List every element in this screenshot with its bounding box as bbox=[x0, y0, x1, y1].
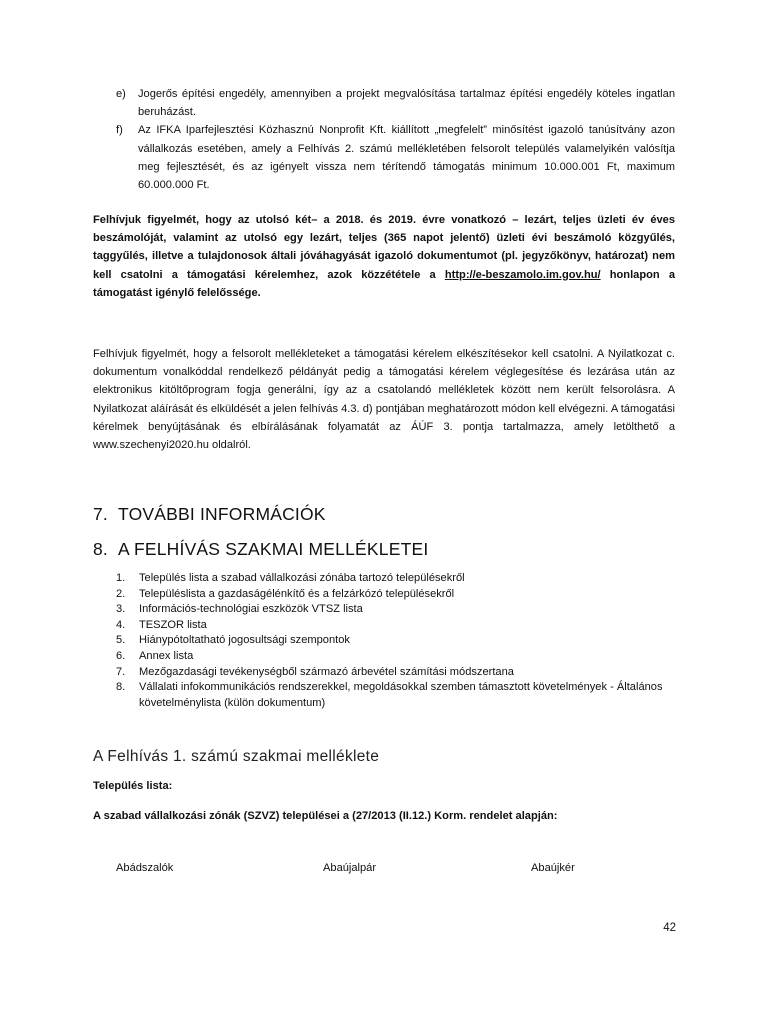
szvz-label: A szabad vállalkozási zónák (SZVZ) települései a (27/2013 (II.12.) Korm. rendelet alapján: bbox=[93, 810, 558, 822]
list-item-text: Mezőgazdasági tevékenységből származó árbevétel számítási módszertana bbox=[139, 665, 514, 678]
list-item-text: Településlista a gazdaságélénkítő és a felzárkózó településekről bbox=[139, 587, 455, 600]
notice-text-before: Felhívjuk figyelmét, hogy az utolsó két– a 2018. és 2019. évre vonatkozó – lezárt, teljes üzleti év éves beszámolóját, valamint az utolsó egy lezárt, teljes (365 napot jelentő) üzleti évi beszámoló közgyűlés, taggyűlés, illetve a tulajdonosok általi jóváhagyását igazoló dokumentumot (pl. jegyzőkönyv, határozat) nem kell csatolni a támogatási kérelemhez, azok közzététele a bbox=[93, 214, 675, 281]
list-item bbox=[116, 665, 675, 681]
list-marker: 8. bbox=[116, 681, 126, 694]
list-item bbox=[116, 85, 675, 121]
page-number: 42 bbox=[663, 922, 676, 934]
list-marker: 5. bbox=[116, 634, 126, 647]
list-marker: f) bbox=[116, 124, 123, 137]
heading-number: 8. bbox=[93, 539, 108, 559]
list-item-text: Az IFKA Iparfejlesztési Közhasznú Nonprofit Kft. kiállított „megfelelt” minősítést igazoló tanúsítvány azon vállalkozás esetében, amely a Felhívás 2. számú mellékletében felsorolt település valamelyikén valósítja meg fejlesztését, és az igényelt vissza nem térítendő támogatás minimum 10.000.001 Ft, maximum 60.000.000 Ft. bbox=[138, 124, 675, 192]
list-item bbox=[116, 649, 675, 665]
attachment-notice-paragraph: Felhívjuk figyelmét, hogy a felsorolt mellékleteket a támogatási kérelem elkészítésekor kell csatolni. A Nyilatkozat c. dokumentum vonalkóddal rendelkező példányát pedig a támogatási kérelem véglegesítése és lezárása után az elektronikus kitöltőprogram fogja generálni, így az a csatolandó mellékletek között nem került felsorolásra. A Nyilatkozat aláírását és elküldését a jelen felhívás 4.3. d) pontjában meghatározott módon kell elvégezni. A támogatási kérelmek benyújtásának és elbírálásának folyamatát az ÁÚF 3. pontja tartalmazza, amely letölthető a www.szechenyi2020.hu oldalról. bbox=[93, 348, 675, 452]
e-beszamolo-link[interactable]: http://e-beszamolo.im.gov.hu/ bbox=[444, 268, 601, 281]
list-marker: 3. bbox=[116, 603, 126, 616]
town-cell: Abádszalók bbox=[116, 862, 174, 874]
list-item-text: Hiánypótoltatható jogosultsági szempontok bbox=[139, 634, 350, 647]
list-item bbox=[116, 618, 675, 634]
list-marker: e) bbox=[116, 88, 126, 100]
list-item-text: Jogerős építési engedély, amennyiben a projekt megvalósítása tartalmaz építési engedély köteles ingatlan beruházást. bbox=[138, 88, 675, 119]
list-item-text: Település lista a szabad vállalkozási zónába tartozó településekről bbox=[139, 572, 465, 584]
list-marker: 4. bbox=[116, 618, 126, 631]
list-item bbox=[116, 571, 675, 587]
heading-text: TOVÁBBI INFORMÁCIÓK bbox=[118, 504, 326, 524]
section-heading-7 bbox=[93, 504, 326, 525]
list-marker: 2. bbox=[116, 587, 126, 600]
list-item-text: Vállalati infokommunikációs rendszerekkel, megoldásokkal szemben támasztott követelmények - Általános követelménylista (külön dokumentum) bbox=[139, 681, 663, 709]
list-item bbox=[116, 680, 675, 711]
list-item-text: TESZOR lista bbox=[139, 618, 207, 631]
town-cell: Abaújalpár bbox=[323, 862, 377, 874]
list-item-text: Információs-technológiai eszközök VTSZ lista bbox=[139, 603, 363, 616]
list-marker: 6. bbox=[116, 649, 126, 662]
list-marker: 1. bbox=[116, 572, 126, 584]
annex-subheading: A Felhívás 1. számú szakmai melléklete bbox=[93, 748, 380, 765]
annex-list bbox=[116, 571, 675, 711]
list-item-text: Annex lista bbox=[139, 649, 194, 662]
bold-notice-paragraph bbox=[93, 211, 675, 302]
list-item bbox=[116, 602, 675, 618]
section-heading-8 bbox=[93, 539, 428, 560]
notice-text-after: honlapon a támogatást igénylő felelőssége. bbox=[93, 268, 675, 299]
heading-number: 7. bbox=[93, 504, 108, 524]
requirements-list bbox=[116, 85, 675, 194]
list-marker: 7. bbox=[116, 665, 126, 678]
settlement-list-label: Település lista: bbox=[93, 780, 173, 792]
town-cell: Abaújkér bbox=[531, 862, 575, 874]
list-item bbox=[116, 121, 675, 194]
list-item bbox=[116, 587, 675, 603]
heading-text: A FELHÍVÁS SZAKMAI MELLÉKLETEI bbox=[118, 539, 429, 559]
list-item bbox=[116, 633, 675, 649]
